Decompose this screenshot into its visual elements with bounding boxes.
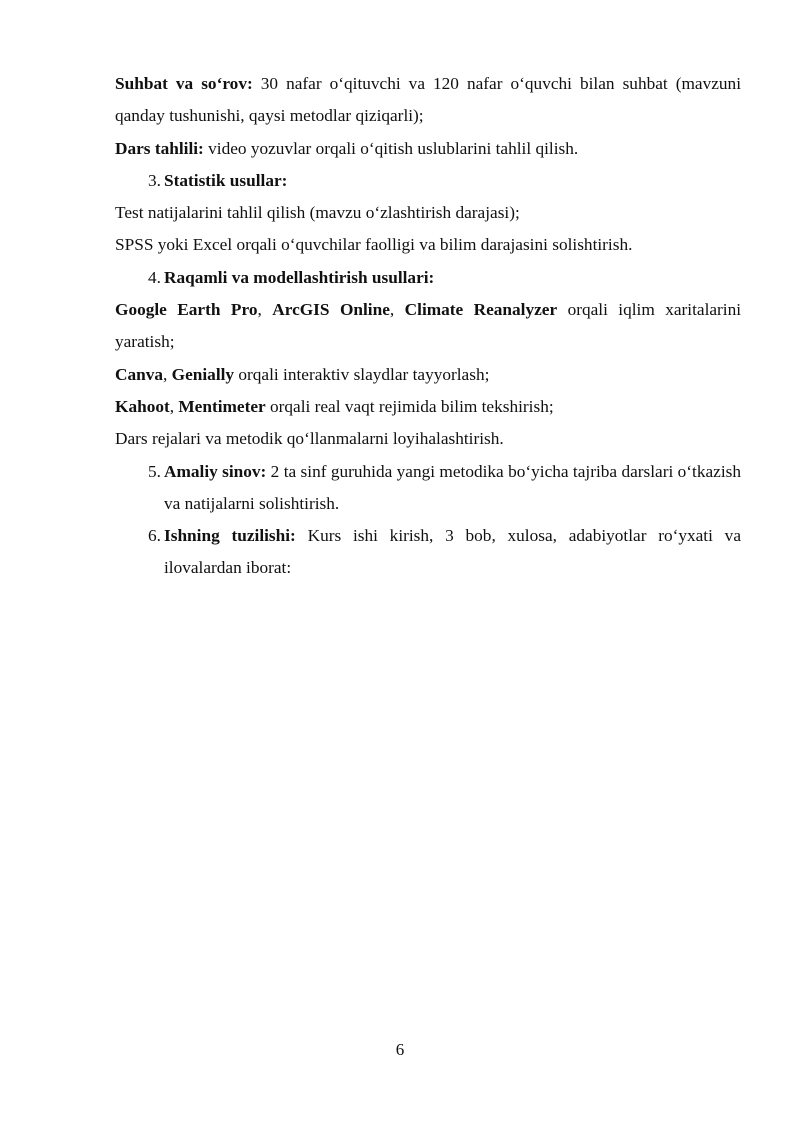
term-lesson-analysis: Dars tahlili:	[115, 138, 204, 158]
term-interview-survey: Suhbat va so‘rov:	[115, 74, 253, 93]
page-body	[115, 68, 741, 585]
paragraph-text: orqali real vaqt rejimida bilim tekshirish;	[265, 396, 554, 416]
page-number: 6	[395, 1040, 405, 1059]
paragraph-lesson-plans: Dars rejalari va metodik qo‘llanmalarni loyihalashtirish.	[115, 429, 504, 449]
tool-name: Kahoot	[115, 396, 170, 416]
paragraph-spss-excel: SPSS yoki Excel orqali o‘quvchilar faolligi va bilim darajasini solishtirish.	[115, 235, 633, 255]
list-heading: Statistik usullar:	[164, 170, 288, 190]
list-item-work-structure	[115, 520, 741, 585]
tool-name: ArcGIS Online	[272, 300, 390, 320]
list-item-statistical-methods	[115, 165, 741, 197]
list-body	[164, 456, 741, 521]
list-text: 2 ta sinf guruhida yangi metodika bo‘yicha tajriba darslari o‘tkazish va natijalarni solishtirish.	[164, 461, 741, 513]
paragraph-slides	[115, 359, 741, 391]
paragraph-test-results: Test natijalarini tahlil qilish (mavzu o‘zlashtirish darajasi);	[115, 203, 520, 223]
tool-name: Google Earth Pro	[115, 300, 258, 320]
list-item-digital-methods	[115, 262, 741, 294]
paragraph-interview-survey	[115, 68, 741, 133]
tool-name: Climate Reanalyzer	[404, 300, 558, 320]
list-number: 5.	[148, 461, 161, 481]
list-term: Amaliy sinov:	[164, 461, 267, 481]
separator: ,	[257, 300, 273, 320]
paragraph-text: orqali iqlim xaritalarini yaratish;	[115, 300, 742, 352]
tool-name: Mentimeter	[178, 396, 266, 416]
separator: ,	[169, 396, 179, 416]
list-number: 6.	[148, 526, 161, 546]
list-body	[164, 520, 741, 585]
list-number: 4.	[148, 267, 161, 287]
separator: ,	[163, 364, 172, 384]
paragraph-knowledge-check	[115, 391, 741, 423]
separator: ,	[389, 300, 405, 320]
paragraph-text: orqali interaktiv slaydlar tayyorlash;	[234, 364, 490, 384]
paragraph-text: 30 nafar o‘qituvchi va 120 nafar o‘quvchi bilan suhbat (mavzuni qanday tushunishi, qaysi metodlar qiziqarli);	[115, 74, 741, 126]
list-text: Kurs ishi kirish, 3 bob, xulosa, adabiyotlar ro‘yxati va ilovalardan iborat:	[164, 526, 741, 578]
list-heading: Raqamli va modellashtirish usullari:	[164, 267, 435, 287]
paragraph-lesson-analysis	[115, 133, 741, 165]
paragraph-climate-maps	[115, 294, 741, 359]
tool-name: Genially	[171, 364, 235, 384]
list-term: Ishning tuzilishi:	[164, 526, 296, 546]
list-item-practical-trial	[115, 456, 741, 521]
paragraph-text: video yozuvlar orqali o‘qitish uslublarini tahlil qilish.	[203, 138, 579, 158]
list-number: 3.	[148, 170, 161, 190]
tool-name: Canva	[115, 364, 164, 384]
